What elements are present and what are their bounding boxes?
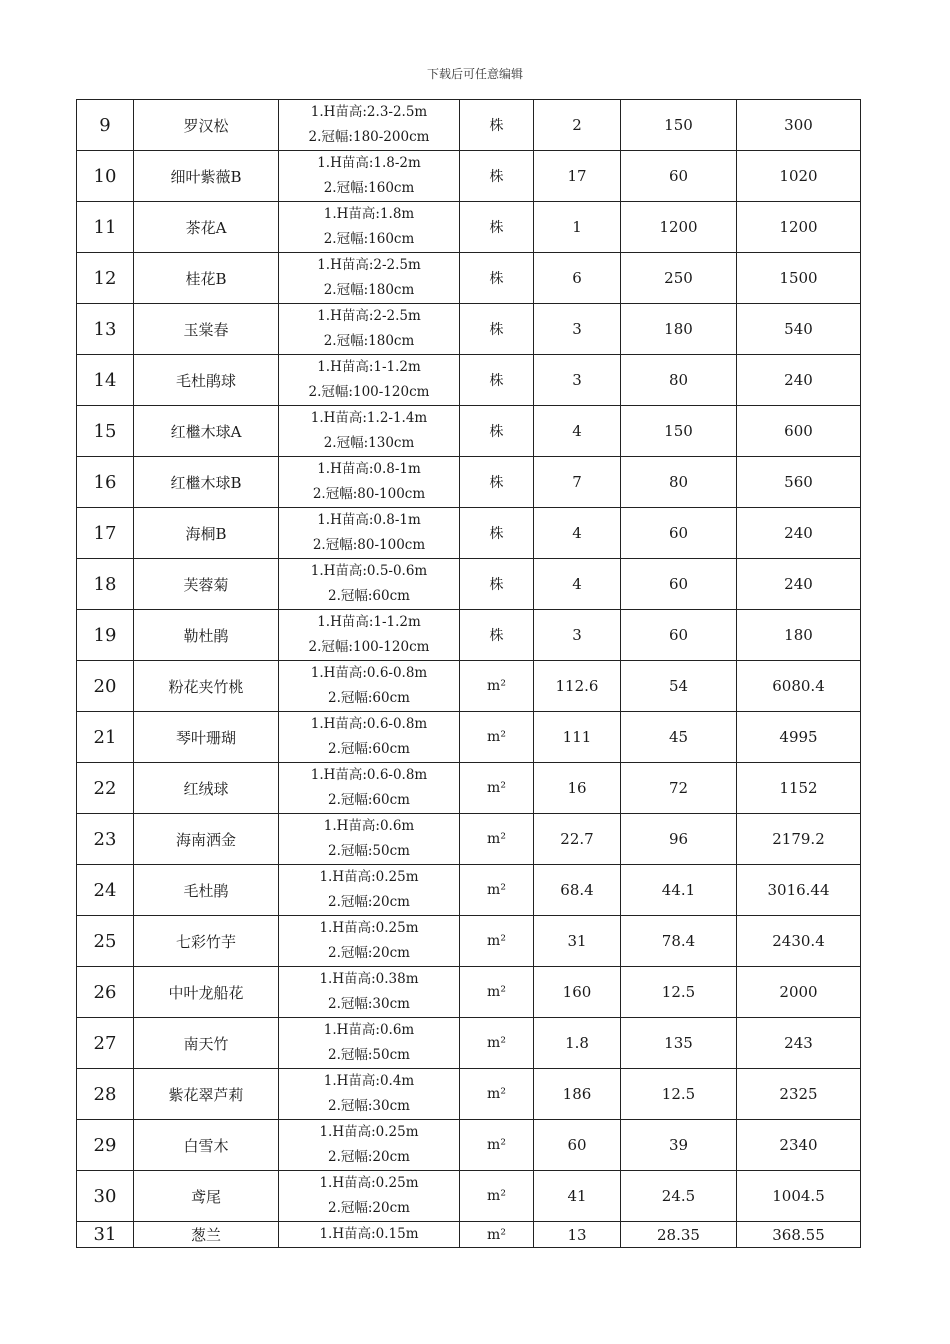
cell-name: 海南洒金 <box>134 814 279 865</box>
spec-crown: 2.冠幅:60cm <box>328 792 410 808</box>
spec-crown: 2.冠幅:60cm <box>328 690 410 706</box>
cell-no: 20 <box>77 661 134 712</box>
cell-spec <box>279 559 460 610</box>
spec-crown: 2.冠幅:60cm <box>328 741 410 757</box>
cell-no: 12 <box>77 253 134 304</box>
cell-no: 24 <box>77 865 134 916</box>
table-row <box>77 1120 861 1171</box>
cell-qty: 6 <box>534 253 621 304</box>
cell-unit: m² <box>460 1120 534 1171</box>
table-row <box>77 355 861 406</box>
cell-spec <box>279 967 460 1018</box>
cell-total: 180 <box>737 610 861 661</box>
cell-price: 28.35 <box>621 1222 737 1248</box>
cell-spec <box>279 1222 460 1248</box>
table-row <box>77 967 861 1018</box>
cell-no: 10 <box>77 151 134 202</box>
cell-price: 80 <box>621 355 737 406</box>
cell-price: 54 <box>621 661 737 712</box>
spec-crown: 2.冠幅:80-100cm <box>312 537 426 553</box>
cell-name: 罗汉松 <box>134 100 279 151</box>
cell-no: 31 <box>77 1222 134 1248</box>
cell-total: 300 <box>737 100 861 151</box>
table-row <box>77 304 861 355</box>
spec-height: 1.H苗高:0.6m <box>323 1022 415 1038</box>
cell-price: 96 <box>621 814 737 865</box>
cell-no: 13 <box>77 304 134 355</box>
table-row <box>77 1222 861 1248</box>
cell-unit: 株 <box>460 457 534 508</box>
cell-spec <box>279 202 460 253</box>
cell-unit: m² <box>460 763 534 814</box>
spec-crown: 2.冠幅:160cm <box>323 231 415 247</box>
cell-spec <box>279 355 460 406</box>
cell-no: 19 <box>77 610 134 661</box>
cell-qty: 4 <box>534 508 621 559</box>
spec-crown: 2.冠幅:20cm <box>328 894 410 910</box>
cell-no: 14 <box>77 355 134 406</box>
cell-qty: 41 <box>534 1171 621 1222</box>
cell-total: 243 <box>737 1018 861 1069</box>
cell-total: 240 <box>737 508 861 559</box>
cell-total: 4995 <box>737 712 861 763</box>
spec-crown: 2.冠幅:20cm <box>328 1149 410 1165</box>
cell-total: 2340 <box>737 1120 861 1171</box>
cell-no: 28 <box>77 1069 134 1120</box>
spec-height: 1.H苗高:2-2.5m <box>317 308 421 324</box>
cell-qty: 186 <box>534 1069 621 1120</box>
spec-height: 1.H苗高:0.8-1m <box>317 512 421 528</box>
cell-qty: 4 <box>534 406 621 457</box>
spec-crown: 2.冠幅:180cm <box>323 333 415 349</box>
spec-height: 1.H苗高:1.2-1.4m <box>310 410 428 426</box>
cell-name: 细叶紫薇B <box>134 151 279 202</box>
cell-name: 葱兰 <box>134 1222 279 1248</box>
spec-crown: 2.冠幅:80-100cm <box>312 486 426 502</box>
spec-crown: 2.冠幅:100-120cm <box>308 639 430 655</box>
cell-total: 2179.2 <box>737 814 861 865</box>
cell-spec <box>279 865 460 916</box>
cell-price: 60 <box>621 610 737 661</box>
cell-total: 600 <box>737 406 861 457</box>
cell-unit: 株 <box>460 406 534 457</box>
cell-price: 12.5 <box>621 967 737 1018</box>
cell-unit: 株 <box>460 100 534 151</box>
cell-unit: m² <box>460 712 534 763</box>
cell-qty: 68.4 <box>534 865 621 916</box>
cell-qty: 111 <box>534 712 621 763</box>
cell-qty: 7 <box>534 457 621 508</box>
cell-total: 240 <box>737 355 861 406</box>
spec-height: 1.H苗高:0.8-1m <box>317 461 421 477</box>
spec-crown: 2.冠幅:180-200cm <box>308 129 430 145</box>
cell-name: 白雪木 <box>134 1120 279 1171</box>
cell-name: 芙蓉菊 <box>134 559 279 610</box>
cell-no: 18 <box>77 559 134 610</box>
cell-total: 560 <box>737 457 861 508</box>
cell-qty: 2 <box>534 100 621 151</box>
cell-unit: 株 <box>460 559 534 610</box>
table-row <box>77 916 861 967</box>
spec-height: 1.H苗高:0.25m <box>319 1175 419 1191</box>
cell-no: 22 <box>77 763 134 814</box>
cell-price: 60 <box>621 559 737 610</box>
cell-qty: 3 <box>534 610 621 661</box>
spec-crown: 2.冠幅:60cm <box>328 588 410 604</box>
spec-crown: 2.冠幅:50cm <box>328 843 410 859</box>
cell-unit: m² <box>460 661 534 712</box>
cell-qty: 13 <box>534 1222 621 1248</box>
table-row <box>77 202 861 253</box>
cell-price: 150 <box>621 100 737 151</box>
cell-qty: 17 <box>534 151 621 202</box>
cell-spec <box>279 151 460 202</box>
cell-no: 30 <box>77 1171 134 1222</box>
cell-qty: 112.6 <box>534 661 621 712</box>
cell-no: 27 <box>77 1018 134 1069</box>
spec-crown: 2.冠幅:30cm <box>328 1098 410 1114</box>
cell-unit: m² <box>460 916 534 967</box>
cell-name: 南天竹 <box>134 1018 279 1069</box>
cell-spec <box>279 661 460 712</box>
cell-spec <box>279 916 460 967</box>
spec-height: 1.H苗高:2-2.5m <box>317 257 421 273</box>
cell-price: 60 <box>621 508 737 559</box>
cell-unit: 株 <box>460 151 534 202</box>
cell-total: 6080.4 <box>737 661 861 712</box>
table-row <box>77 253 861 304</box>
cell-spec <box>279 253 460 304</box>
cell-spec <box>279 712 460 763</box>
cell-unit: 株 <box>460 610 534 661</box>
cell-total: 2430.4 <box>737 916 861 967</box>
cell-name: 茶花A <box>134 202 279 253</box>
spec-height: 1.H苗高:0.25m <box>319 869 419 885</box>
spec-height: 1.H苗高:0.6-0.8m <box>310 716 428 732</box>
spec-height: 1.H苗高:1.8-2m <box>317 155 421 171</box>
cell-total: 2000 <box>737 967 861 1018</box>
cell-total: 3016.44 <box>737 865 861 916</box>
cell-total: 368.55 <box>737 1222 861 1248</box>
cell-qty: 16 <box>534 763 621 814</box>
spec-height: 1.H苗高:1-1.2m <box>317 614 421 630</box>
cell-total: 240 <box>737 559 861 610</box>
cell-price: 180 <box>621 304 737 355</box>
cell-name: 海桐B <box>134 508 279 559</box>
cell-no: 9 <box>77 100 134 151</box>
table-row <box>77 457 861 508</box>
table-row <box>77 559 861 610</box>
cell-name: 勒杜鹃 <box>134 610 279 661</box>
cell-spec <box>279 763 460 814</box>
table-row <box>77 151 861 202</box>
spec-height: 1.H苗高:0.6m <box>323 818 415 834</box>
table-row <box>77 1069 861 1120</box>
cell-unit: m² <box>460 814 534 865</box>
cell-no: 17 <box>77 508 134 559</box>
spec-height: 1.H苗高:0.6-0.8m <box>310 767 428 783</box>
spec-height: 1.H苗高:0.25m <box>319 920 419 936</box>
cell-price: 12.5 <box>621 1069 737 1120</box>
cell-name: 琴叶珊瑚 <box>134 712 279 763</box>
plant-table <box>76 99 861 1248</box>
cell-no: 16 <box>77 457 134 508</box>
cell-name: 七彩竹芋 <box>134 916 279 967</box>
spec-height: 1.H苗高:0.38m <box>319 971 419 987</box>
cell-qty: 31 <box>534 916 621 967</box>
cell-price: 44.1 <box>621 865 737 916</box>
cell-total: 540 <box>737 304 861 355</box>
cell-spec <box>279 406 460 457</box>
table-row <box>77 661 861 712</box>
cell-price: 135 <box>621 1018 737 1069</box>
cell-total: 1020 <box>737 151 861 202</box>
cell-price: 150 <box>621 406 737 457</box>
cell-total: 1200 <box>737 202 861 253</box>
table-row <box>77 1171 861 1222</box>
table-row <box>77 712 861 763</box>
cell-total: 1152 <box>737 763 861 814</box>
spec-height: 1.H苗高:0.6-0.8m <box>310 665 428 681</box>
cell-unit: m² <box>460 1171 534 1222</box>
cell-qty: 1.8 <box>534 1018 621 1069</box>
cell-qty: 3 <box>534 355 621 406</box>
spec-height: 1.H苗高:0.5-0.6m <box>310 563 428 579</box>
spec-height: 1.H苗高:1.8m <box>323 206 415 222</box>
cell-price: 60 <box>621 151 737 202</box>
cell-price: 80 <box>621 457 737 508</box>
cell-unit: 株 <box>460 202 534 253</box>
table-row <box>77 1018 861 1069</box>
cell-unit: 株 <box>460 253 534 304</box>
cell-price: 72 <box>621 763 737 814</box>
table-row <box>77 100 861 151</box>
spec-height: 1.H苗高:1-1.2m <box>317 359 421 375</box>
cell-unit: m² <box>460 1222 534 1248</box>
spec-crown: 2.冠幅:180cm <box>323 282 415 298</box>
cell-no: 15 <box>77 406 134 457</box>
cell-spec <box>279 100 460 151</box>
cell-name: 毛杜鹃 <box>134 865 279 916</box>
cell-total: 2325 <box>737 1069 861 1120</box>
spec-crown: 2.冠幅:130cm <box>323 435 415 451</box>
table-row <box>77 865 861 916</box>
cell-price: 1200 <box>621 202 737 253</box>
cell-unit: m² <box>460 967 534 1018</box>
page-header: 下载后可任意编辑 <box>426 67 523 81</box>
spec-height: 1.H苗高:0.4m <box>323 1073 415 1089</box>
table-row <box>77 508 861 559</box>
cell-unit: m² <box>460 1069 534 1120</box>
cell-unit: m² <box>460 1018 534 1069</box>
spec-crown: 2.冠幅:100-120cm <box>308 384 430 400</box>
spec-crown: 2.冠幅:20cm <box>328 1200 410 1216</box>
cell-price: 45 <box>621 712 737 763</box>
cell-spec <box>279 304 460 355</box>
cell-name: 中叶龙船花 <box>134 967 279 1018</box>
cell-spec <box>279 1120 460 1171</box>
cell-price: 78.4 <box>621 916 737 967</box>
cell-qty: 60 <box>534 1120 621 1171</box>
cell-qty: 1 <box>534 202 621 253</box>
cell-unit: 株 <box>460 508 534 559</box>
cell-no: 11 <box>77 202 134 253</box>
cell-qty: 160 <box>534 967 621 1018</box>
cell-name: 玉棠春 <box>134 304 279 355</box>
table-row <box>77 610 861 661</box>
cell-total: 1004.5 <box>737 1171 861 1222</box>
spec-height: 1.H苗高:2.3-2.5m <box>310 104 428 120</box>
spec-crown: 2.冠幅:50cm <box>328 1047 410 1063</box>
cell-spec <box>279 457 460 508</box>
cell-name: 紫花翠芦莉 <box>134 1069 279 1120</box>
cell-name: 红绒球 <box>134 763 279 814</box>
cell-name: 红檵木球B <box>134 457 279 508</box>
cell-spec <box>279 1171 460 1222</box>
cell-total: 1500 <box>737 253 861 304</box>
spec-crown: 2.冠幅:20cm <box>328 945 410 961</box>
cell-no: 26 <box>77 967 134 1018</box>
cell-name: 红檵木球A <box>134 406 279 457</box>
spec-height: 1.H苗高:0.15m <box>319 1226 419 1242</box>
table-row <box>77 814 861 865</box>
cell-spec <box>279 610 460 661</box>
cell-name: 桂花B <box>134 253 279 304</box>
table-row <box>77 406 861 457</box>
cell-name: 毛杜鹃球 <box>134 355 279 406</box>
cell-price: 250 <box>621 253 737 304</box>
cell-qty: 22.7 <box>534 814 621 865</box>
cell-no: 25 <box>77 916 134 967</box>
cell-spec <box>279 508 460 559</box>
cell-qty: 4 <box>534 559 621 610</box>
cell-unit: m² <box>460 865 534 916</box>
cell-no: 21 <box>77 712 134 763</box>
spec-height: 1.H苗高:0.25m <box>319 1124 419 1140</box>
spec-crown: 2.冠幅:30cm <box>328 996 410 1012</box>
cell-unit: 株 <box>460 304 534 355</box>
cell-spec <box>279 1069 460 1120</box>
cell-name: 鸢尾 <box>134 1171 279 1222</box>
cell-spec <box>279 814 460 865</box>
cell-qty: 3 <box>534 304 621 355</box>
plant-table-body <box>77 100 861 1248</box>
cell-price: 24.5 <box>621 1171 737 1222</box>
cell-no: 29 <box>77 1120 134 1171</box>
table-row <box>77 763 861 814</box>
cell-price: 39 <box>621 1120 737 1171</box>
cell-name: 粉花夹竹桃 <box>134 661 279 712</box>
cell-spec <box>279 1018 460 1069</box>
spec-crown: 2.冠幅:160cm <box>323 180 415 196</box>
cell-unit: 株 <box>460 355 534 406</box>
cell-no: 23 <box>77 814 134 865</box>
